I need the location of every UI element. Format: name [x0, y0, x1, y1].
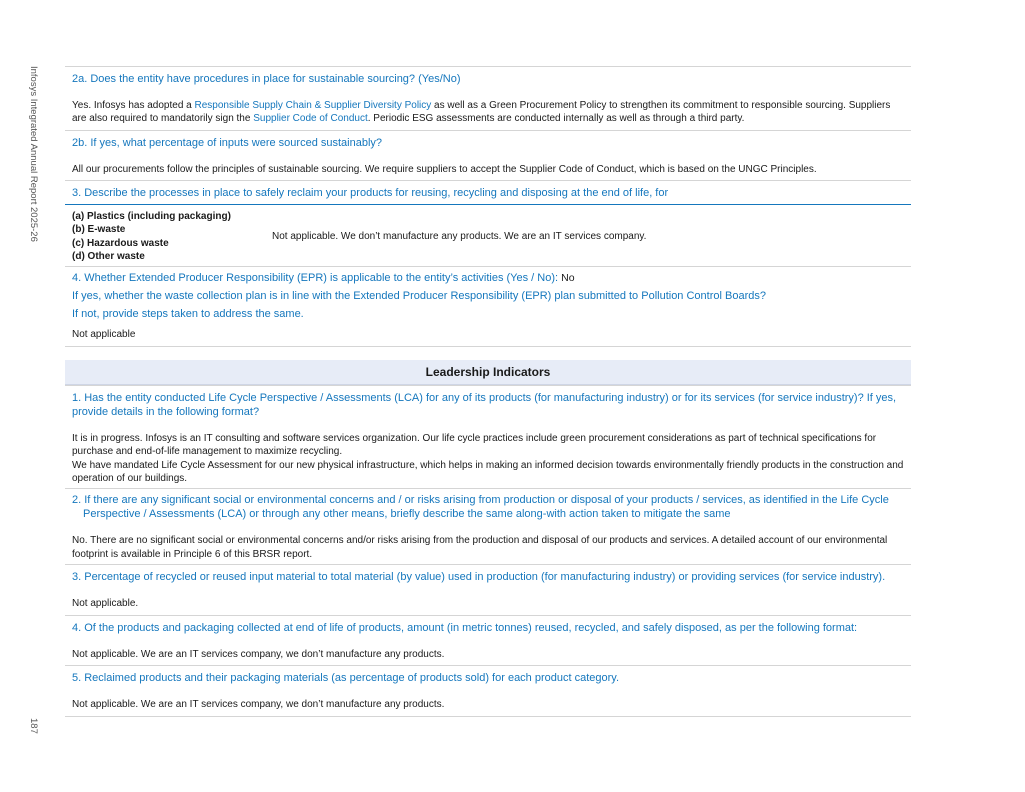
leadership-question-4: 4. Of the products and packaging collected at end of life of products, amount (in metric tonnes) reused, recycled, and safely disposed, as per the following format:	[72, 621, 858, 634]
responsible-supply-chain-policy-link[interactable]: Responsible Supply Chain & Supplier Diversity Policy	[194, 100, 432, 111]
waste-item-hazardous: (c) Hazardous waste	[72, 237, 169, 249]
leadership-section-3	[65, 564, 911, 614]
leadership-answer-4: Not applicable. We are an IT services company, we don’t manufacture any products.	[72, 648, 445, 660]
question-4	[72, 271, 904, 285]
answer-2b: All our procurements follow the principles of sustainable sourcing. We require suppliers to accept the Supplier Code of Conduct, which is based on the UNGC Principles.	[72, 163, 817, 175]
reclaim-table-row	[65, 204, 911, 266]
leadership-answer-1-p2: We have mandated Life Cycle Assessment for our new physical infrastructure, which helps in making an informed decision towards environmentally friendly products in the construction and operation of our buildings.	[72, 459, 904, 485]
question-4-line3: If not, provide steps taken to address the same.	[72, 308, 304, 321]
answer-4: Not applicable	[72, 329, 136, 341]
waste-item-ewaste: (b) E-waste	[72, 224, 126, 236]
question-4-line2: If yes, whether the waste collection plan is in line with the Extended Producer Responsibility (EPR) plan submitted to Pollution Control Boards?	[72, 290, 766, 303]
question-2a: 2a. Does the entity have procedures in place for sustainable sourcing? (Yes/No)	[72, 73, 461, 85]
leadership-section-1	[65, 385, 911, 489]
brsr-content	[65, 66, 911, 717]
section-4	[65, 266, 911, 346]
leadership-section-4	[65, 615, 911, 665]
answer-2a-part1: Yes. Infosys has adopted a	[72, 100, 195, 111]
supplier-code-of-conduct-link[interactable]: Supplier Code of Conduct	[253, 113, 368, 125]
section-2b	[65, 130, 911, 180]
leadership-answer-1-p1: It is in progress. Infosys is an IT consulting and software services organization. Our life cycle practices include green procurement considerations as part of technical specifications for purchase and end-of-life management to maximize recycling.	[72, 432, 877, 458]
epr-inline-answer: No	[561, 272, 575, 285]
leadership-question-3: 3. Percentage of recycled or reused input material to total material (by value) used in production (for manufacturing industry) or providing services (for service industry).	[72, 571, 886, 584]
leadership-indicators-title: Leadership Indicators	[65, 360, 911, 385]
section-2a	[65, 66, 911, 130]
leadership-section-2	[65, 488, 911, 564]
leadership-answer-3: Not applicable.	[72, 598, 139, 610]
leadership-header-wrap	[65, 346, 911, 385]
report-title: Infosys Integrated Annual Report 2025-26	[28, 66, 39, 242]
leadership-question-2: 2. If there are any significant social or environmental concerns and / or risks arising from production or disposal of your products / services, as identified in the Life Cycle Perspective / Assessments (LCA) or through any other means, briefly describe the same along-with action taken to mitigate the same	[72, 494, 889, 521]
leadership-question-1: 1. Has the entity conducted Life Cycle Perspective / Assessments (LCA) for any of its products (for manufacturing industry) or for its services (for service industry)? If yes, provide details in the following format?	[72, 391, 897, 418]
question-4-text: 4. Whether Extended Producer Responsibility (EPR) is applicable to the entity’s activities (Yes / No):	[72, 272, 562, 285]
leadership-section-5	[65, 665, 911, 716]
answer-2a-part2: as well as a Green Procurement Policy to strengthen its commitment to responsible sourcing. Suppliers are also required to mandatorily sign the	[72, 100, 891, 125]
waste-item-plastics: (a) Plastics (including packaging)	[72, 211, 231, 223]
question-3: 3. Describe the processes in place to safely reclaim your products for reusing, recycling and disposing at the end of life, for	[72, 187, 669, 200]
answer-2a	[72, 99, 904, 126]
leadership-answer-5: Not applicable. We are an IT services company, we don’t manufacture any products.	[72, 699, 445, 711]
page-number: 187	[28, 718, 39, 734]
waste-category-list	[72, 210, 272, 263]
leadership-question-5: 5. Reclaimed products and their packaging materials (as percentage of products sold) for each product category.	[72, 672, 620, 685]
answer-3: Not applicable. We don’t manufacture any products. We are an IT services company.	[272, 231, 647, 243]
waste-item-other: (d) Other waste	[72, 250, 145, 262]
leadership-answer-2: No. There are no significant social or environmental concerns and/or risks arising from the production and disposal of our products and services. A detailed account of our environmental footprint is available in Principle 6 of this BRSR report.	[72, 535, 888, 560]
answer-2a-part3: . Periodic ESG assessments are conducted internally as well as through a third party.	[367, 113, 745, 125]
question-2b: 2b. If yes, what percentage of inputs were sourced sustainably?	[72, 136, 383, 149]
section-3	[65, 180, 911, 204]
